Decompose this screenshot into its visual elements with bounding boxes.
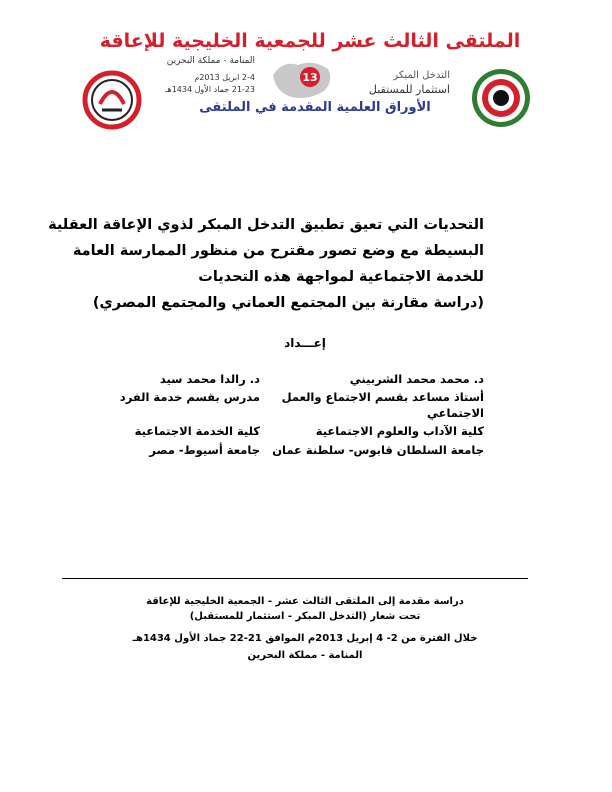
event-theme-line1: التدخل المبكر	[393, 70, 450, 81]
emblem-number: 13	[302, 71, 318, 84]
paper-title-line: البسيطة مع وضع تصور مقترح من منظور الممارسة العامة	[72, 243, 484, 259]
footer-line: تحت شعار (التدخل المبكر - استثمار للمستقبل)	[189, 611, 421, 622]
footer-line: المنامة - مملكة البحرين	[247, 650, 363, 661]
author-university: جامعة السلطان قابوس- سلطنة عمان	[272, 443, 484, 457]
paper-title-line: (دراسة مقارنة بين المجتمع العماني والمجتمع المصري)	[92, 295, 484, 311]
paper-title-line: للخدمة الاجتماعية لمواجهة هذه التحديات	[198, 269, 484, 285]
prepared-by-label: إعـــداد	[284, 336, 326, 350]
event-hijri-date: 21-23 جماد الأول 1434هـ	[165, 85, 255, 94]
event-place: المنامة - مملكة البحرين	[166, 56, 255, 66]
author-college: كلية الآداب والعلوم الاجتماعية	[315, 424, 484, 438]
kuwait-organization-logo-icon	[470, 67, 532, 129]
gulf-map-emblem-icon	[268, 55, 338, 105]
author-position: مدرس بقسم خدمة الفرد	[119, 390, 260, 404]
event-title: الملتقى الثالث عشر للجمعية الخليجية للإعاقة	[99, 30, 521, 52]
event-date: 2-4 ابريل 2013م	[194, 73, 255, 82]
author-university: جامعة أسيوط- مصر	[149, 443, 260, 457]
author-name: د. رالدا محمد سيد	[159, 372, 260, 386]
footer-divider	[62, 578, 528, 579]
event-subtitle: الأوراق العلمية المقدمة في الملتقى	[199, 100, 431, 115]
author-name: د. محمد محمد الشربيني	[349, 372, 484, 386]
footer-line: دراسة مقدمة إلى الملتقى الثالث عشر - الجمعية الخليجية للإعاقة	[146, 596, 464, 607]
association-logo-icon	[82, 70, 142, 130]
paper-title-line: التحديات التي تعيق تطبيق التدخل المبكر لذوي الإعاقة العقلية	[48, 217, 484, 233]
footer-line: خلال الفترة من 2- 4 إبريل 2013م الموافق 21-22 جماد الأول 1434هـ	[132, 633, 478, 644]
event-theme-line2: استثمار للمستقبل	[368, 83, 450, 96]
author-position: الاجتماعي	[426, 406, 484, 420]
author-college: كلية الخدمة الاجتماعية	[134, 424, 260, 438]
author-position: أستاذ مساعد بقسم الاجتماع والعمل	[281, 390, 484, 404]
